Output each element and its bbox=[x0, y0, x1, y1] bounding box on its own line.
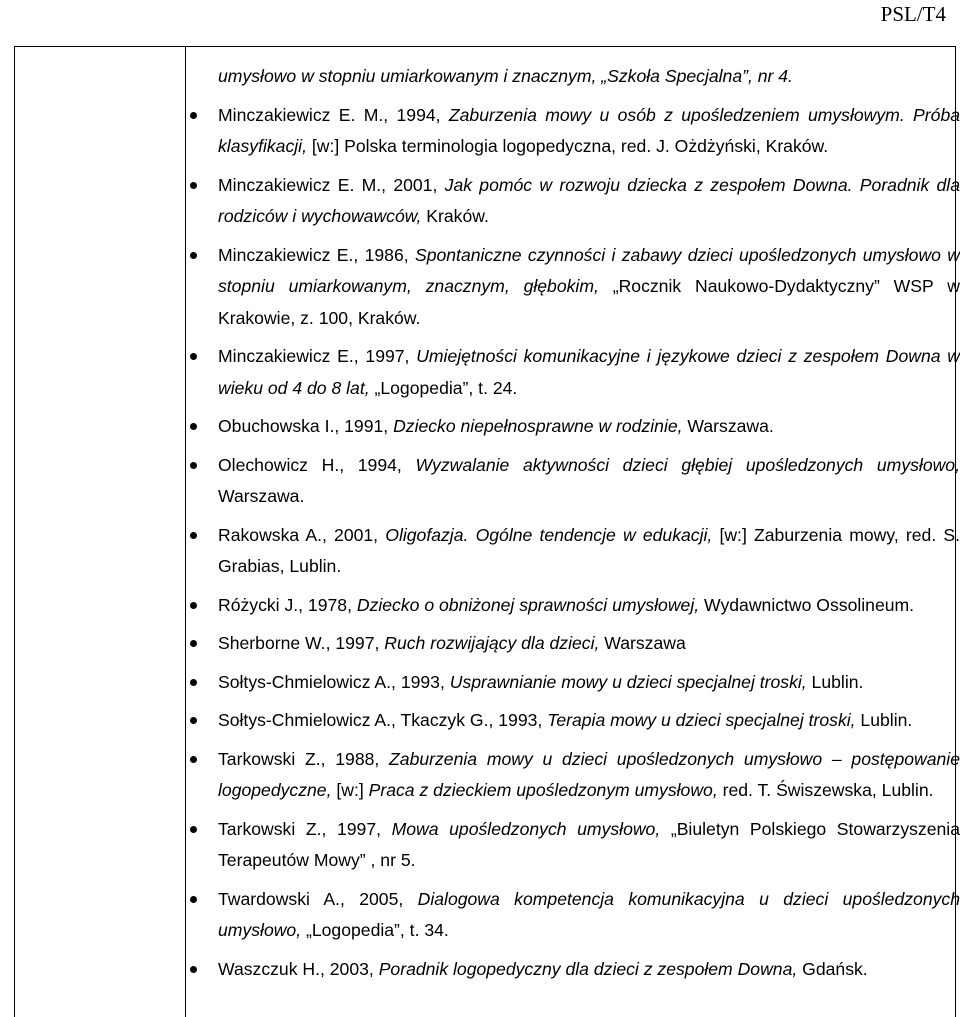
bullet-icon bbox=[190, 462, 197, 469]
entry-author: Waszczuk H., 2003, bbox=[218, 958, 379, 979]
page-header-code: PSL/T4 bbox=[880, 2, 946, 26]
entry-title: Dziecko niepełnosprawne w rodzinie, bbox=[393, 416, 683, 436]
entry-title: Mowa upośledzonych umysłowo, bbox=[391, 818, 661, 839]
bibliography-entry bbox=[218, 954, 960, 986]
entry-rest: Wydawnictwo Ossolineum. bbox=[699, 594, 915, 615]
entry-rest: Gdańsk. bbox=[797, 958, 868, 979]
bibliography-list bbox=[218, 61, 960, 992]
left-column bbox=[14, 47, 186, 1017]
entry-author: Minczakiewicz E. M., 2001, bbox=[218, 174, 445, 195]
entry-rest: [w:] bbox=[331, 780, 369, 800]
entry-title: Terapia mowy u dzieci specjalnej troski, bbox=[547, 710, 856, 730]
entry-title: Dialogowa kompetencja komunikacyjna u dzieci upośledzonych umysłowo, bbox=[218, 888, 960, 940]
entry-author: Olechowicz H., 1994, bbox=[218, 454, 416, 475]
bullet-icon bbox=[190, 602, 197, 609]
bullet-icon bbox=[190, 640, 197, 647]
bullet-icon bbox=[190, 353, 197, 360]
bibliography-entry bbox=[218, 240, 960, 335]
bibliography-entry bbox=[218, 411, 960, 443]
entry-title: Jak pomóc w rozwoju dziecka z zespołem Downa. Poradnik dla rodziców i wychowawców, bbox=[218, 174, 960, 226]
bibliography-entry bbox=[218, 884, 960, 947]
bibliography-entry bbox=[218, 705, 960, 737]
entry-rest: „Logopedia”, t. 24. bbox=[369, 377, 518, 398]
entry-author: Minczakiewicz E. M., 1994, bbox=[218, 104, 449, 125]
entry-rest: „Logopedia”, t. 34. bbox=[301, 920, 449, 940]
bibliography-entry bbox=[218, 100, 960, 163]
entry-title: Oligofazja. Ogólne tendencje w edukacji, bbox=[385, 524, 713, 545]
bullet-icon bbox=[190, 826, 197, 833]
entry-author: Rakowska A., 2001, bbox=[218, 524, 386, 545]
entry-author: Sołtys-Chmielowicz A., Tkaczyk G., 1993, bbox=[218, 710, 548, 730]
bibliography-entry bbox=[218, 667, 960, 699]
bullet-icon bbox=[190, 423, 197, 430]
bibliography-entry bbox=[218, 520, 960, 583]
bullet-icon bbox=[190, 966, 197, 973]
entry-rest: Warszawa bbox=[599, 633, 686, 653]
entry-title: Poradnik logopedyczny dla dzieci z zespołem Downa, bbox=[378, 958, 798, 979]
entry-rest: Lublin. bbox=[855, 710, 913, 730]
entry-rest: [w:] Polska terminologia logopedyczna, red. J. Ożdżyński, Kraków. bbox=[306, 136, 829, 156]
entry-rest: Lublin. bbox=[806, 671, 864, 692]
entry-rest: Warszawa. bbox=[682, 416, 774, 436]
entry-author: Różycki J., 1978, bbox=[218, 594, 357, 615]
entry-author: Tarkowski Z., 1988, bbox=[218, 748, 390, 769]
entry-author: Minczakiewicz E., 1986, bbox=[218, 244, 415, 265]
entry-author: Minczakiewicz E., 1997, bbox=[218, 346, 417, 366]
bibliography-entry bbox=[218, 450, 960, 513]
entry-title: Spontaniczne czynności i zabawy dzieci upośledzonych umysłowo w stopniu umiarkowanym, znacznym, głębokim, bbox=[218, 244, 960, 296]
entry-rest: „Rocznik Naukowo-Dydaktyczny” WSP w Krakowie, z. 100, Kraków. bbox=[218, 276, 960, 328]
entry-title-secondary: Praca z dzieckiem upośledzonym umysłowo, bbox=[368, 780, 718, 800]
entry-rest: „Biuletyn Polskiego Stowarzyszenia Terapeutów Mowy” , nr 5. bbox=[218, 818, 960, 870]
entry-rest-secondary: red. T. Świszewska, Lublin. bbox=[717, 780, 934, 800]
entry-title: Dziecko o obniżonej sprawności umysłowej, bbox=[356, 594, 700, 615]
bullet-icon bbox=[190, 717, 197, 724]
bibliography-entry bbox=[218, 814, 960, 877]
entry-rest: Warszawa. bbox=[218, 486, 305, 506]
table-frame bbox=[14, 46, 960, 1017]
entry-title: Usprawnianie mowy u dzieci specjalnej troski, bbox=[449, 671, 807, 692]
bullet-icon bbox=[190, 756, 197, 763]
bibliography-entry bbox=[218, 170, 960, 233]
entry-author: Sherborne W., 1997, bbox=[218, 633, 385, 653]
bibliography-entry bbox=[218, 744, 960, 807]
bullet-icon bbox=[190, 112, 197, 119]
bullet-icon bbox=[190, 252, 197, 259]
entry-author: Tarkowski Z., 1997, bbox=[218, 818, 392, 839]
entry-rest: Kraków. bbox=[421, 206, 489, 226]
bibliography-entry bbox=[218, 590, 960, 622]
bibliography-entry bbox=[218, 341, 960, 404]
entry-title: Zaburzenia mowy u dzieci upośledzonych umysłowo – postępowanie logopedyczne, bbox=[218, 748, 960, 800]
entry-author: Obuchowska I., 1991, bbox=[218, 416, 394, 436]
entry-title: Ruch rozwijający dla dzieci, bbox=[384, 633, 600, 653]
entry-title: Zaburzenia mowy u osób z upośledzeniem umysłowym. Próba klasyfikacji, bbox=[218, 104, 960, 156]
entry-title: Umiejętności komunikacyjne i językowe dzieci z zespołem Downa w wieku od 4 do 8 lat, bbox=[218, 346, 960, 398]
bullet-icon bbox=[190, 679, 197, 686]
entry-author: Sołtys-Chmielowicz A., 1993, bbox=[218, 671, 450, 692]
bibliography-entry bbox=[218, 628, 960, 660]
bullet-icon bbox=[190, 896, 197, 903]
continuation-line: umysłowo w stopniu umiarkowanym i znacznym, „Szkoła Specjalna”, nr 4. bbox=[218, 66, 793, 86]
entry-title: Wyzwalanie aktywności dzieci głębiej upośledzonych umysłowo, bbox=[415, 454, 960, 475]
entry-author: Twardowski A., 2005, bbox=[218, 888, 418, 909]
entry-rest: [w:] Zaburzenia mowy, red. S. Grabias, Lublin. bbox=[218, 524, 960, 576]
bullet-icon bbox=[190, 532, 197, 539]
bullet-icon bbox=[190, 182, 197, 189]
